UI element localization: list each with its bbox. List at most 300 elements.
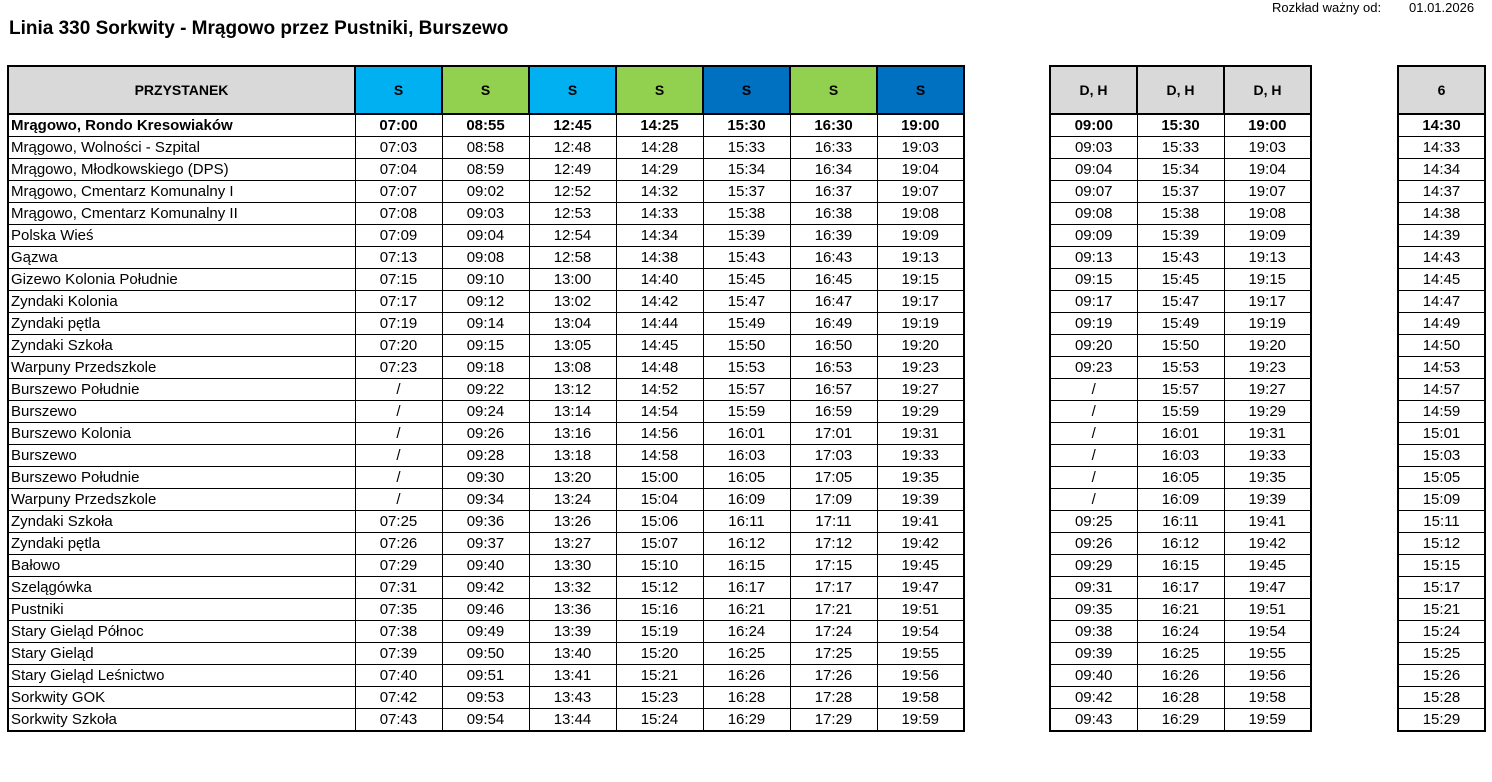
departure-time: 07:08 xyxy=(355,203,442,225)
departure-time: 16:33 xyxy=(790,137,877,159)
timetable-row xyxy=(8,709,964,732)
departure-time: 16:05 xyxy=(1137,467,1224,489)
departure-time: 16:47 xyxy=(790,291,877,313)
timetable-row xyxy=(1050,313,1311,335)
departure-time: 09:30 xyxy=(442,467,529,489)
departure-time: 15:26 xyxy=(1398,665,1485,687)
departure-time: 15:00 xyxy=(616,467,703,489)
timetable-row xyxy=(1398,643,1485,665)
departure-time: 15:21 xyxy=(616,665,703,687)
departure-time: 15:25 xyxy=(1398,643,1485,665)
departure-time: 19:59 xyxy=(877,709,964,732)
departure-time: 16:12 xyxy=(1137,533,1224,555)
departure-time: 16:01 xyxy=(703,423,790,445)
departure-time: 17:29 xyxy=(790,709,877,732)
departure-time: 09:54 xyxy=(442,709,529,732)
stop-name: Burszewo Południe xyxy=(8,467,355,489)
timetable-row xyxy=(1050,445,1311,467)
timetable-row xyxy=(1398,665,1485,687)
departure-time: 09:00 xyxy=(1050,114,1137,137)
departure-time: 16:21 xyxy=(703,599,790,621)
departure-time: 14:43 xyxy=(1398,247,1485,269)
sunday-holiday-timetable xyxy=(1049,65,1312,732)
departure-time: 15:07 xyxy=(616,533,703,555)
departure-time: 19:35 xyxy=(1224,467,1311,489)
departure-time: 09:19 xyxy=(1050,313,1137,335)
timetable-row xyxy=(8,137,964,159)
departure-time: 19:27 xyxy=(1224,379,1311,401)
departure-time: 16:09 xyxy=(1137,489,1224,511)
departure-time: 19:09 xyxy=(1224,225,1311,247)
stop-name: Gizewo Kolonia Południe xyxy=(8,269,355,291)
timetable-row xyxy=(8,577,964,599)
departure-time: 19:33 xyxy=(877,445,964,467)
departure-time: 08:59 xyxy=(442,159,529,181)
departure-time: 17:03 xyxy=(790,445,877,467)
departure-time: 19:17 xyxy=(1224,291,1311,313)
departure-time: 15:12 xyxy=(1398,533,1485,555)
departure-time: 13:14 xyxy=(529,401,616,423)
departure-time: 17:28 xyxy=(790,687,877,709)
departure-time: 16:25 xyxy=(1137,643,1224,665)
departure-time: 09:22 xyxy=(442,379,529,401)
departure-time: 15:39 xyxy=(1137,225,1224,247)
timetable-row xyxy=(8,401,964,423)
departure-time: 13:27 xyxy=(529,533,616,555)
departure-time: 14:37 xyxy=(1398,181,1485,203)
departure-time: 07:39 xyxy=(355,643,442,665)
departure-time: 07:38 xyxy=(355,621,442,643)
departure-time: 09:14 xyxy=(442,313,529,335)
timetable-row xyxy=(1050,709,1311,732)
timetable-row xyxy=(1398,577,1485,599)
departure-time: 14:38 xyxy=(616,247,703,269)
departure-time: 14:39 xyxy=(1398,225,1485,247)
timetable-row xyxy=(1398,533,1485,555)
departure-time: 15:38 xyxy=(703,203,790,225)
departure-time: 19:59 xyxy=(1224,709,1311,732)
departure-time: 09:26 xyxy=(442,423,529,445)
timetable-row xyxy=(1398,114,1485,137)
timetable-row xyxy=(8,247,964,269)
departure-time: 17:26 xyxy=(790,665,877,687)
timetable-row xyxy=(8,291,964,313)
departure-time: 07:00 xyxy=(355,114,442,137)
timetable-row xyxy=(1050,423,1311,445)
departure-time: 14:30 xyxy=(1398,114,1485,137)
departure-time: 16:28 xyxy=(1137,687,1224,709)
departure-time: 16:53 xyxy=(790,357,877,379)
departure-time: 16:28 xyxy=(703,687,790,709)
timetable-row xyxy=(1050,621,1311,643)
departure-time: 08:58 xyxy=(442,137,529,159)
departure-time: 09:07 xyxy=(1050,181,1137,203)
departure-time: 14:56 xyxy=(616,423,703,445)
stop-name: Burszewo Południe xyxy=(8,379,355,401)
departure-time: 07:13 xyxy=(355,247,442,269)
departure-time: 15:33 xyxy=(1137,137,1224,159)
timetable-row xyxy=(1398,401,1485,423)
departure-time: 12:54 xyxy=(529,225,616,247)
departure-time: 09:18 xyxy=(442,357,529,379)
departure-time: 19:15 xyxy=(1224,269,1311,291)
departure-time: 17:05 xyxy=(790,467,877,489)
departure-time: 14:44 xyxy=(616,313,703,335)
departure-time: 13:18 xyxy=(529,445,616,467)
timetable-row xyxy=(1398,379,1485,401)
departure-time: / xyxy=(355,379,442,401)
timetable-row xyxy=(1398,687,1485,709)
timetable-row xyxy=(1398,709,1485,732)
departure-time: 13:05 xyxy=(529,335,616,357)
departure-time: 16:38 xyxy=(790,203,877,225)
timetable-row xyxy=(1398,423,1485,445)
departure-time: 19:13 xyxy=(877,247,964,269)
timetable-row xyxy=(1398,181,1485,203)
timetable-row xyxy=(1050,291,1311,313)
stop-name: Zyndaki pętla xyxy=(8,533,355,555)
timetable-row xyxy=(8,621,964,643)
departure-time: 09:35 xyxy=(1050,599,1137,621)
departure-time: 09:53 xyxy=(442,687,529,709)
departure-time: 16:49 xyxy=(790,313,877,335)
course-header: S xyxy=(616,66,703,114)
departure-time: 09:17 xyxy=(1050,291,1137,313)
departure-time: 15:50 xyxy=(1137,335,1224,357)
departure-time: 14:32 xyxy=(616,181,703,203)
departure-time: 09:37 xyxy=(442,533,529,555)
departure-time: 19:41 xyxy=(877,511,964,533)
departure-time: 16:01 xyxy=(1137,423,1224,445)
departure-time: 13:04 xyxy=(529,313,616,335)
course-header: S xyxy=(529,66,616,114)
timetable-row xyxy=(1050,225,1311,247)
departure-time: 13:36 xyxy=(529,599,616,621)
timetable-row xyxy=(1398,291,1485,313)
departure-time: 09:25 xyxy=(1050,511,1137,533)
departure-time: 15:39 xyxy=(703,225,790,247)
timetable-row xyxy=(8,159,964,181)
timetable-row xyxy=(1050,555,1311,577)
departure-time: 09:40 xyxy=(1050,665,1137,687)
stop-name: Burszewo xyxy=(8,401,355,423)
departure-time: 15:57 xyxy=(703,379,790,401)
departure-time: 16:24 xyxy=(1137,621,1224,643)
stop-name: Warpuny Przedszkole xyxy=(8,489,355,511)
departure-time: 19:04 xyxy=(877,159,964,181)
course-header: S xyxy=(790,66,877,114)
departure-time: / xyxy=(355,467,442,489)
departure-time: 16:17 xyxy=(1137,577,1224,599)
departure-time: 15:30 xyxy=(1137,114,1224,137)
departure-time: 15:45 xyxy=(1137,269,1224,291)
departure-time: / xyxy=(1050,401,1137,423)
departure-time: 15:38 xyxy=(1137,203,1224,225)
departure-time: 09:39 xyxy=(1050,643,1137,665)
departure-time: 13:12 xyxy=(529,379,616,401)
timetable-row xyxy=(1398,269,1485,291)
departure-time: 17:24 xyxy=(790,621,877,643)
departure-time: 09:13 xyxy=(1050,247,1137,269)
departure-time: 07:15 xyxy=(355,269,442,291)
timetable-row xyxy=(8,467,964,489)
timetable-row xyxy=(1398,357,1485,379)
departure-time: 07:07 xyxy=(355,181,442,203)
stop-name: Zyndaki Szkoła xyxy=(8,511,355,533)
departure-time: 09:08 xyxy=(442,247,529,269)
timetable-row xyxy=(8,379,964,401)
departure-time: 19:55 xyxy=(1224,643,1311,665)
stop-name: Stary Gieląd xyxy=(8,643,355,665)
stop-name: Stary Gieląd Północ xyxy=(8,621,355,643)
departure-time: 16:24 xyxy=(703,621,790,643)
departure-time: 12:45 xyxy=(529,114,616,137)
departure-time: 15:45 xyxy=(703,269,790,291)
timetable-row xyxy=(8,203,964,225)
stop-name: Mrągowo, Młodkowskiego (DPS) xyxy=(8,159,355,181)
stop-name: Mrągowo, Rondo Kresowiaków xyxy=(8,114,355,137)
departure-time: 09:42 xyxy=(1050,687,1137,709)
departure-time: 15:24 xyxy=(616,709,703,732)
departure-time: 15:53 xyxy=(703,357,790,379)
departure-time: 16:59 xyxy=(790,401,877,423)
timetable-row xyxy=(1050,357,1311,379)
departure-time: 19:29 xyxy=(877,401,964,423)
departure-time: 09:38 xyxy=(1050,621,1137,643)
departure-time: 14:34 xyxy=(616,225,703,247)
saturday-timetable xyxy=(1397,65,1486,732)
departure-time: 15:37 xyxy=(703,181,790,203)
timetable-row xyxy=(8,489,964,511)
timetable-row xyxy=(8,643,964,665)
departure-time: 17:09 xyxy=(790,489,877,511)
departure-time: 19:08 xyxy=(877,203,964,225)
timetable-row xyxy=(8,357,964,379)
departure-time: / xyxy=(1050,489,1137,511)
timetable-row xyxy=(1398,159,1485,181)
timetable-row xyxy=(8,533,964,555)
departure-time: 15:33 xyxy=(703,137,790,159)
departure-time: 19:54 xyxy=(877,621,964,643)
departure-time: 13:20 xyxy=(529,467,616,489)
departure-time: 15:34 xyxy=(1137,159,1224,181)
departure-time: 19:31 xyxy=(1224,423,1311,445)
timetable-row xyxy=(1050,467,1311,489)
timetable-row xyxy=(1050,379,1311,401)
timetable-row xyxy=(1050,247,1311,269)
departure-time: / xyxy=(1050,423,1137,445)
departure-time: 09:03 xyxy=(1050,137,1137,159)
course-header: S xyxy=(877,66,964,114)
departure-time: 16:30 xyxy=(790,114,877,137)
departure-time: 13:16 xyxy=(529,423,616,445)
departure-time: / xyxy=(355,445,442,467)
departure-time: 16:11 xyxy=(1137,511,1224,533)
departure-time: 17:15 xyxy=(790,555,877,577)
stop-name: Mrągowo, Cmentarz Komunalny II xyxy=(8,203,355,225)
departure-time: 14:45 xyxy=(1398,269,1485,291)
departure-time: 09:31 xyxy=(1050,577,1137,599)
departure-time: 14:29 xyxy=(616,159,703,181)
timetable-row xyxy=(1050,137,1311,159)
departure-time: / xyxy=(355,489,442,511)
departure-time: 15:01 xyxy=(1398,423,1485,445)
departure-time: 19:47 xyxy=(877,577,964,599)
departure-time: 19:04 xyxy=(1224,159,1311,181)
departure-time: 15:49 xyxy=(703,313,790,335)
stop-name: Sorkwity Szkoła xyxy=(8,709,355,732)
stop-name: Burszewo xyxy=(8,445,355,467)
timetable-row xyxy=(1398,137,1485,159)
departure-time: 09:46 xyxy=(442,599,529,621)
departure-time: 19:39 xyxy=(877,489,964,511)
timetable-row xyxy=(8,687,964,709)
departure-time: 15:47 xyxy=(1137,291,1224,313)
departure-time: 16:29 xyxy=(1137,709,1224,732)
departure-time: 09:26 xyxy=(1050,533,1137,555)
departure-time: 14:28 xyxy=(616,137,703,159)
departure-time: 15:10 xyxy=(616,555,703,577)
departure-time: 19:56 xyxy=(1224,665,1311,687)
departure-time: 14:33 xyxy=(1398,137,1485,159)
timetable-row xyxy=(1398,489,1485,511)
departure-time: 14:45 xyxy=(616,335,703,357)
departure-time: 09:51 xyxy=(442,665,529,687)
timetable-row xyxy=(1050,114,1311,137)
departure-time: 09:34 xyxy=(442,489,529,511)
departure-time: 19:35 xyxy=(877,467,964,489)
weekday-timetable xyxy=(7,65,965,732)
departure-time: 09:29 xyxy=(1050,555,1137,577)
departure-time: 12:53 xyxy=(529,203,616,225)
timetable-row xyxy=(1050,533,1311,555)
departure-time: 13:00 xyxy=(529,269,616,291)
departure-time: 07:29 xyxy=(355,555,442,577)
departure-time: 15:19 xyxy=(616,621,703,643)
departure-time: 09:09 xyxy=(1050,225,1137,247)
departure-time: / xyxy=(1050,467,1137,489)
departure-time: 16:34 xyxy=(790,159,877,181)
departure-time: 07:42 xyxy=(355,687,442,709)
departure-time: 15:49 xyxy=(1137,313,1224,335)
departure-time: 07:03 xyxy=(355,137,442,159)
timetable-row xyxy=(1050,269,1311,291)
departure-time: 15:03 xyxy=(1398,445,1485,467)
timetable-row xyxy=(8,445,964,467)
departure-time: 16:25 xyxy=(703,643,790,665)
departure-time: 14:33 xyxy=(616,203,703,225)
departure-time: / xyxy=(355,423,442,445)
timetable-row xyxy=(1050,181,1311,203)
departure-time: 15:43 xyxy=(1137,247,1224,269)
departure-time: 19:00 xyxy=(1224,114,1311,137)
timetable-row xyxy=(1050,203,1311,225)
departure-time: 14:49 xyxy=(1398,313,1485,335)
departure-time: 19:55 xyxy=(877,643,964,665)
departure-time: 15:37 xyxy=(1137,181,1224,203)
departure-time: 15:17 xyxy=(1398,577,1485,599)
departure-time: 17:25 xyxy=(790,643,877,665)
departure-time: 15:15 xyxy=(1398,555,1485,577)
timetable-row xyxy=(1398,247,1485,269)
departure-time: 15:43 xyxy=(703,247,790,269)
departure-time: 15:57 xyxy=(1137,379,1224,401)
departure-time: 16:09 xyxy=(703,489,790,511)
departure-time: 09:15 xyxy=(442,335,529,357)
departure-time: 15:23 xyxy=(616,687,703,709)
departure-time: 16:12 xyxy=(703,533,790,555)
departure-time: 13:43 xyxy=(529,687,616,709)
timetable-row xyxy=(1050,643,1311,665)
departure-time: 19:39 xyxy=(1224,489,1311,511)
timetable-row xyxy=(1398,203,1485,225)
departure-time: 15:50 xyxy=(703,335,790,357)
departure-time: 14:42 xyxy=(616,291,703,313)
departure-time: 19:08 xyxy=(1224,203,1311,225)
departure-time: 19:23 xyxy=(1224,357,1311,379)
departure-time: 15:34 xyxy=(703,159,790,181)
departure-time: 15:30 xyxy=(703,114,790,137)
departure-time: 09:20 xyxy=(1050,335,1137,357)
timetable-row xyxy=(1050,577,1311,599)
timetable-row xyxy=(1398,445,1485,467)
departure-time: 16:43 xyxy=(790,247,877,269)
departure-time: 16:11 xyxy=(703,511,790,533)
timetable-row xyxy=(8,511,964,533)
timetable-row xyxy=(1398,467,1485,489)
departure-time: 14:34 xyxy=(1398,159,1485,181)
departure-time: 19:45 xyxy=(877,555,964,577)
departure-time: 07:09 xyxy=(355,225,442,247)
timetable-row xyxy=(1050,511,1311,533)
departure-time: 07:04 xyxy=(355,159,442,181)
departure-time: 16:45 xyxy=(790,269,877,291)
departure-time: 19:31 xyxy=(877,423,964,445)
departure-time: 09:04 xyxy=(1050,159,1137,181)
timetable-row xyxy=(8,555,964,577)
departure-time: 09:02 xyxy=(442,181,529,203)
timetable-row xyxy=(1398,599,1485,621)
departure-time: 07:26 xyxy=(355,533,442,555)
departure-time: 19:17 xyxy=(877,291,964,313)
departure-time: 19:47 xyxy=(1224,577,1311,599)
departure-time: 09:23 xyxy=(1050,357,1137,379)
departure-time: 19:27 xyxy=(877,379,964,401)
stop-name: Polska Wieś xyxy=(8,225,355,247)
departure-time: 07:23 xyxy=(355,357,442,379)
timetable-row xyxy=(8,225,964,247)
departure-time: 15:11 xyxy=(1398,511,1485,533)
departure-time: 16:03 xyxy=(1137,445,1224,467)
departure-time: 09:08 xyxy=(1050,203,1137,225)
departure-time: 19:00 xyxy=(877,114,964,137)
departure-time: 13:32 xyxy=(529,577,616,599)
departure-time: 15:59 xyxy=(1137,401,1224,423)
departure-time: 15:28 xyxy=(1398,687,1485,709)
departure-time: 14:53 xyxy=(1398,357,1485,379)
departure-time: 13:39 xyxy=(529,621,616,643)
timetable-row xyxy=(1050,335,1311,357)
departure-time: 15:16 xyxy=(616,599,703,621)
departure-time: 16:05 xyxy=(703,467,790,489)
departure-time: 17:21 xyxy=(790,599,877,621)
departure-time: 17:11 xyxy=(790,511,877,533)
departure-time: 13:24 xyxy=(529,489,616,511)
timetable-row xyxy=(8,313,964,335)
departure-time: 19:23 xyxy=(877,357,964,379)
course-header: S xyxy=(355,66,442,114)
course-header: D, H xyxy=(1050,66,1137,114)
